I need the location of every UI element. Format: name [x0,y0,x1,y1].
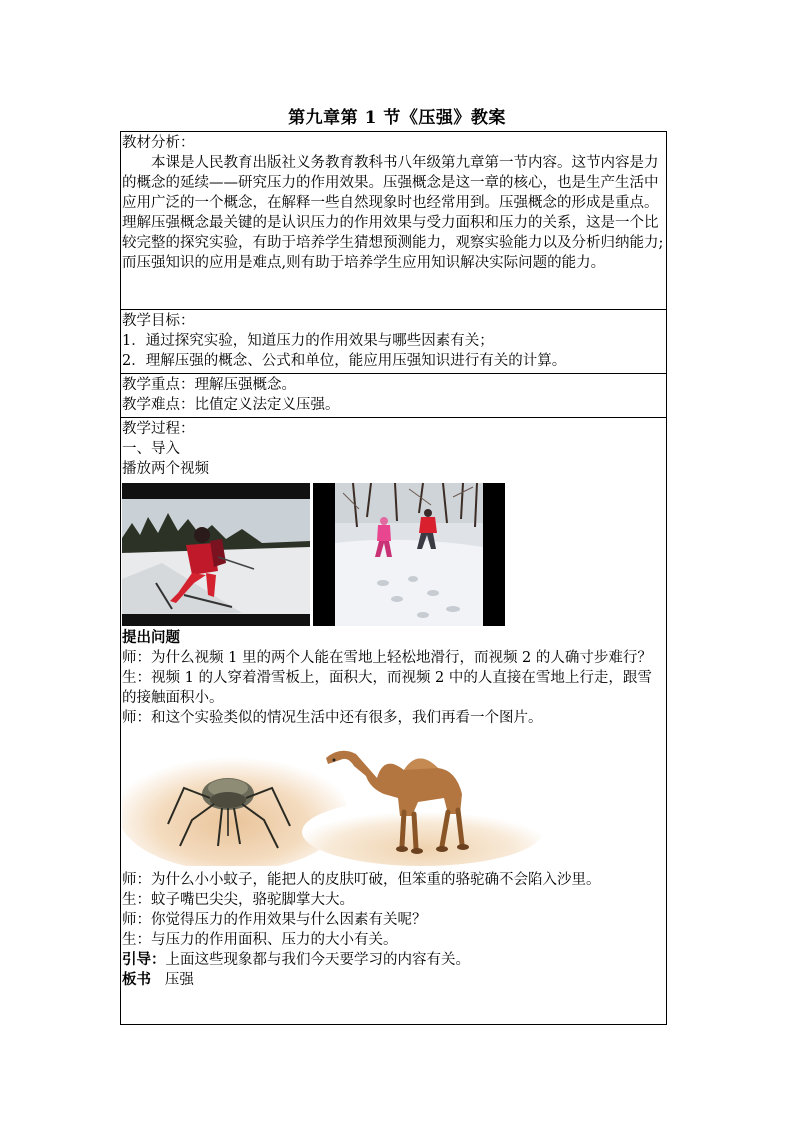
mosquito-camel-illustration [122,736,542,866]
skiing-video-still [122,483,310,626]
skiing-illustration [122,483,310,626]
goal-item: 2．理解压强的概念、公式和单位，能应用压强知识进行有关的计算。 [122,353,567,369]
goals-section [121,310,666,374]
video-stills [122,483,665,628]
ask-question-heading: 提出问题 [122,629,180,646]
walking-video-still [313,483,505,626]
dialog-line: 师：为什么视频 1 里的两个人能在雪地上轻松地滑行，而视频 2 的人确寸步难行？ [122,650,652,666]
page-title: 第九章第 1 节《压强》教案 [288,108,506,128]
board-label: 板书 [122,971,151,988]
guide-text: 上面这些现象都与我们今天要学习的内容有关。 [165,952,470,968]
focus-text: 教学重点：理解压强概念。 [122,377,296,393]
goal-item: 1．通过探究实验，知道压力的作用效果与哪些因素有关； [122,333,494,349]
mosquito-camel-image [122,736,665,866]
guide-line [122,950,665,970]
analysis-heading: 教材分析： [122,135,195,151]
dialog-line: 生：与压力的作用面积、压力的大小有关。 [122,932,398,948]
goals-heading: 教学目标： [122,313,195,329]
analysis-section [121,132,666,310]
analysis-body: 本课是人民教育出版社义务教育教科书八年级第九章第一节内容。这节内容是力的概念的延续——研究压力的作用效果。压强概念是这一章的核心，也是生产生活中应用广泛的一个概念，在解释一些自然现象时也经常用到。压强概念的形成是重点。理解压强概念最关键的是认识压力的作用效果与受力面积和压力的关系，这是一个比较完整的探究实验，有助于培养学生猜想预测能力，观察实验能力以及分析归纳能力;而压强知识的应用是难点,则有助于培养学生应用知识解决实际问题的能力。 [122,155,664,271]
play-videos-text: 播放两个视频 [122,461,209,477]
board-text: 压强 [164,972,194,988]
lesson-plan-table [120,131,667,1025]
dialog-line: 师：为什么小小蚊子，能把人的皮肤叮破，但笨重的骆驼确不会陷入沙里。 [122,872,601,888]
dialog-line: 师：和这个实验类似的情况生活中还有很多，我们再看一个图片。 [122,710,543,726]
process-section [121,418,666,1024]
section-intro: 一、导入 [122,441,180,457]
snow-walk-illustration [313,483,505,626]
dialog-line: 师：你觉得压力的作用效果与什么因素有关呢？ [122,912,427,928]
difficulty-text: 教学难点：比值定义法定义压强。 [122,397,340,413]
process-heading: 教学过程： [122,421,195,437]
dialog-line: 生：蚊子嘴巴尖尖，骆驼脚掌大大。 [122,892,354,908]
guide-label: 引导： [122,951,166,968]
dialog-line: 生：视频 1 的人穿着滑雪板上，面积大，而视频 2 中的人直接在雪地上行走，跟雪的接触面积小。 [122,670,652,706]
board-line [122,970,665,990]
key-points-section [121,374,666,418]
